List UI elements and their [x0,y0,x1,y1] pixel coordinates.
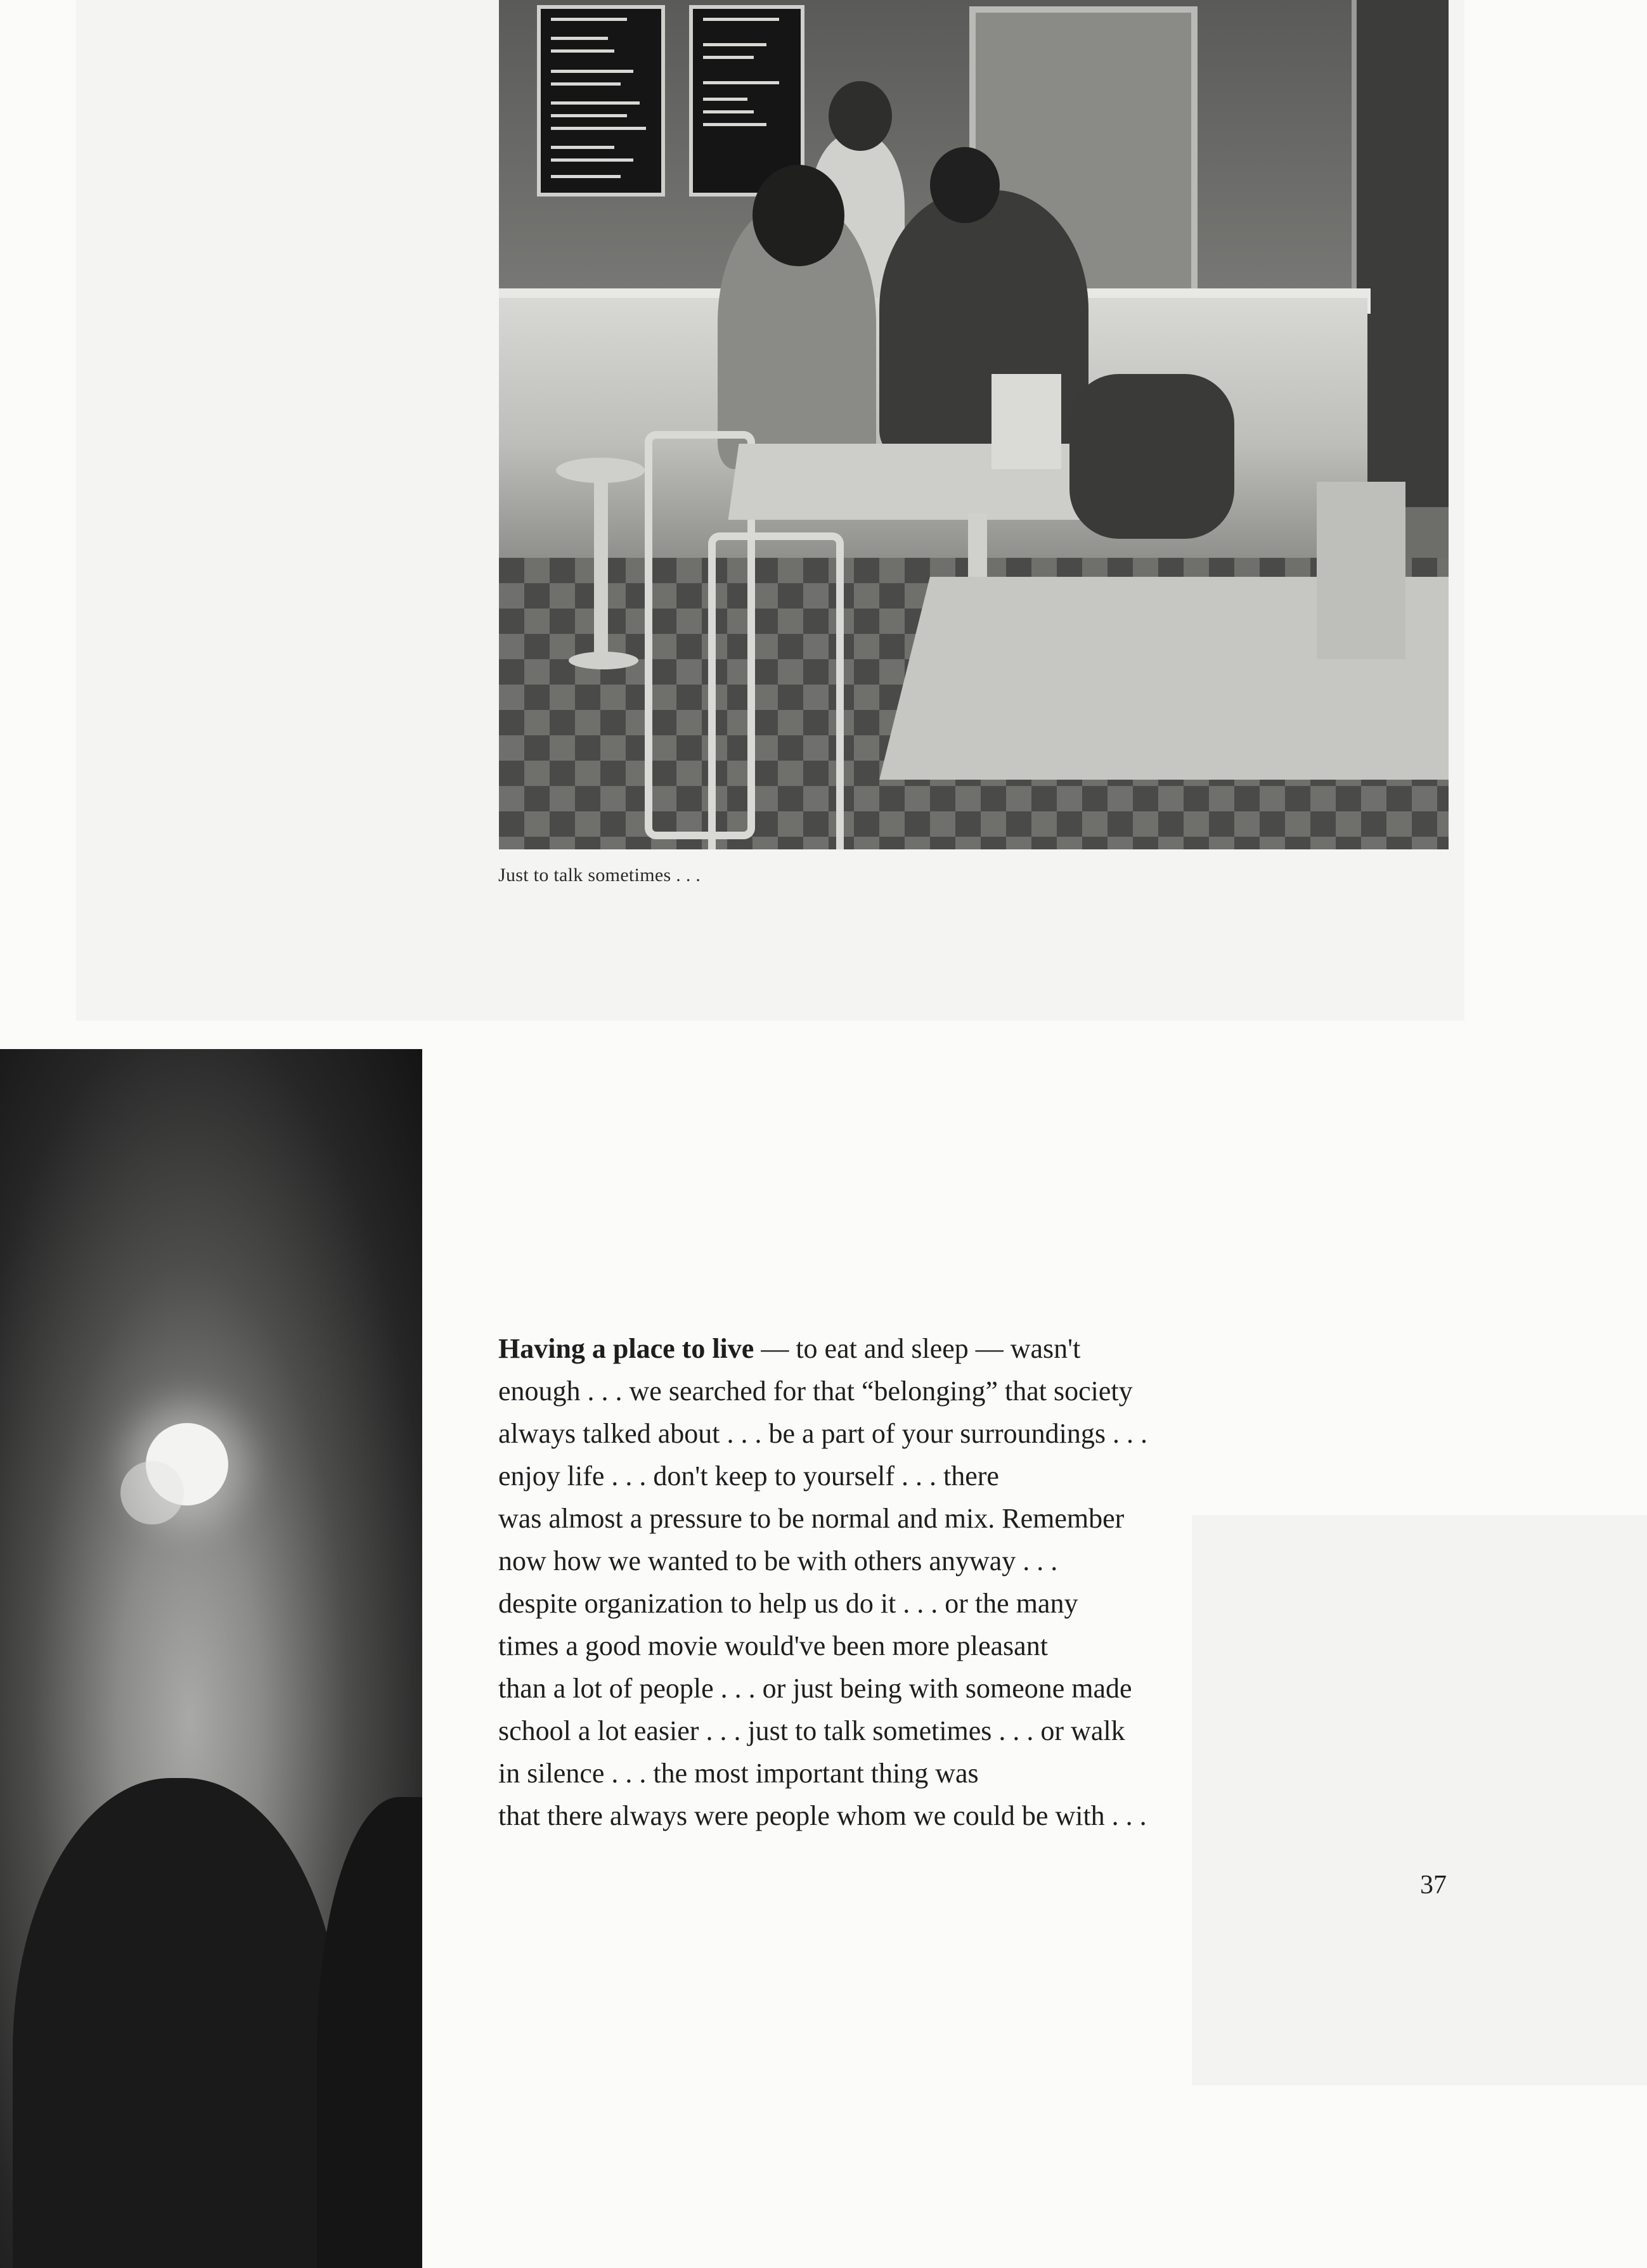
napkin-holder [991,374,1061,469]
body-line-1 [498,1327,1386,1370]
body-line-1-rest: — to eat and sleep — wasn't [754,1333,1081,1364]
stool-seat [556,458,645,483]
photo-caption: Just to talk sometimes . . . [498,865,701,886]
body-line: in silence . . . the most important thing was [498,1758,979,1789]
stool-base [569,652,638,669]
stool-pole [594,482,608,659]
body-line: than a lot of people . . . or just being with someone made [498,1673,1132,1704]
night-photo [0,1049,422,2268]
man-head [930,147,1000,223]
body-line: enough . . . we searched for that “belonging” that society [498,1376,1133,1407]
body-paragraph [498,1327,1386,1837]
chair-front [708,532,844,849]
napkin-holder-front [1317,482,1405,659]
body-lead: Having a place to live [498,1333,754,1364]
body-line: school a lot easier . . . just to talk sometimes . . . or walk [498,1715,1125,1746]
body-line: now how we wanted to be with others anyway . . . [498,1545,1058,1576]
snack-bar-photo [499,0,1449,849]
coat-on-chair [1069,374,1234,539]
woman-head [752,165,844,266]
body-line: despite organization to help us do it . . . or the many [498,1588,1078,1619]
body-line: that there always were people whom we could be with . . . [498,1800,1147,1831]
body-line: times a good movie would've been more pleasant [498,1630,1048,1661]
silhouette-shoulder [317,1797,422,2268]
body-line: was almost a pressure to be normal and mix. Remember [498,1503,1125,1534]
body-line: always talked about . . . be a part of your surroundings . . . [498,1418,1147,1449]
silhouette-head [13,1778,342,2268]
body-line: enjoy life . . . don't keep to yourself . . . there [498,1460,999,1492]
server-head [829,81,892,151]
menu-board-left [537,5,665,197]
light-orb-halo [120,1461,184,1524]
page-number: 37 [1420,1871,1447,1900]
